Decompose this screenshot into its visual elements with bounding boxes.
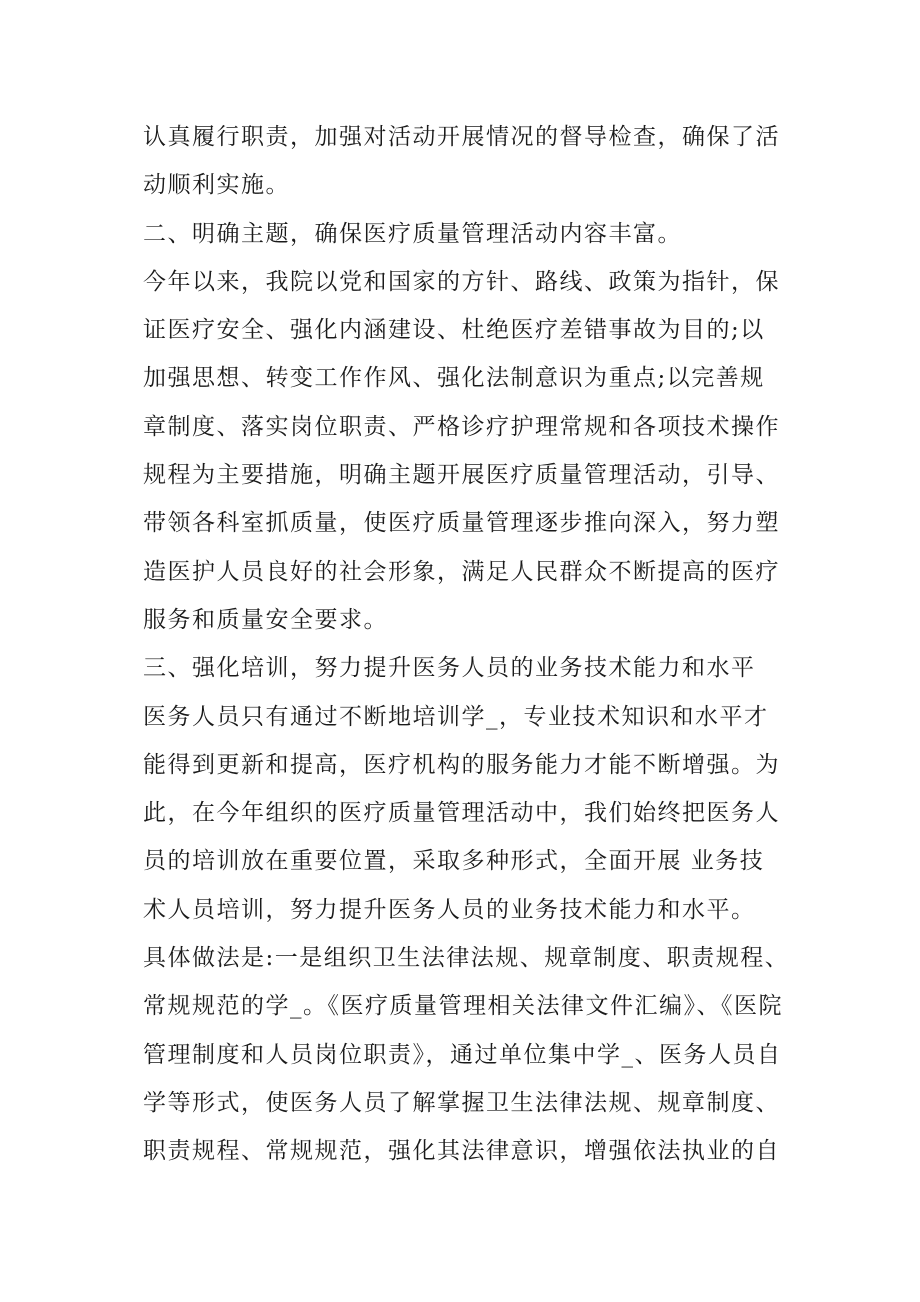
section-heading: 三、强化培训，努力提升医务人员的业务技术能力和水平 [143,655,756,682]
text-line: 术人员培训，努力提升医务人员的业务技术能力和水平。 [143,896,756,923]
text-line: 章制度、落实岗位职责、严格诊疗护理常规和各项技术操作 [143,413,780,440]
text-line: 规程为主要措施，明确主题开展医疗质量管理活动，引导、 [143,462,780,489]
text-line: 认真履行职责，加强对活动开展情况的督导检查，确保了活 [143,124,780,150]
text-line: 员的培训放在重要位置，采取多种形式，全面开展 业务技 [143,848,765,875]
text-line: 动顺利实施。 [143,172,290,199]
text-line: 此，在今年组织的医疗质量管理活动中，我们始终把医务人 [143,800,780,827]
text-line: 证医疗安全、强化内涵建设、杜绝医疗差错事故为目的;以 [143,317,765,344]
text-line: 具体做法是:一是组织卫生法律法规、规章制度、职责规程、 [143,945,790,972]
text-line: 医务人员只有通过不断地培训学_，专业技术知识和水平才 [143,703,769,730]
document-body [143,113,803,1176]
text-line: 加强思想、转变工作作风、强化法制意识为重点;以完善规 [143,365,765,392]
text-line: 管理制度和人员岗位职责》，通过单位集中学_、医务人员自 [143,1041,782,1068]
text-line: 今年以来，我院以党和国家的方针、路线、政策为指针，保 [143,268,780,295]
text-line: 职责规程、常规规范，强化其法律意识，增强依法执业的自 [143,1138,780,1165]
text-line: 服务和质量安全要求。 [143,606,388,633]
text-line: 常规规范的学_。《医疗质量管理相关法律文件汇编》、《医院 [143,993,783,1020]
text-line: 能得到更新和提高，医疗机构的服务能力才能不断增强。为 [143,751,780,778]
section-heading: 二、明确主题，确保医疗质量管理活动内容丰富。 [143,220,682,247]
text-line: 造医护人员良好的社会形象，满足人民群众不断提高的医疗 [143,558,780,585]
text-line: 带领各科室抓质量，使医疗质量管理逐步推向深入，努力塑 [143,510,780,537]
text-line: 学等形式，使医务人员了解掌握卫生法律法规、规章制度、 [143,1089,780,1116]
